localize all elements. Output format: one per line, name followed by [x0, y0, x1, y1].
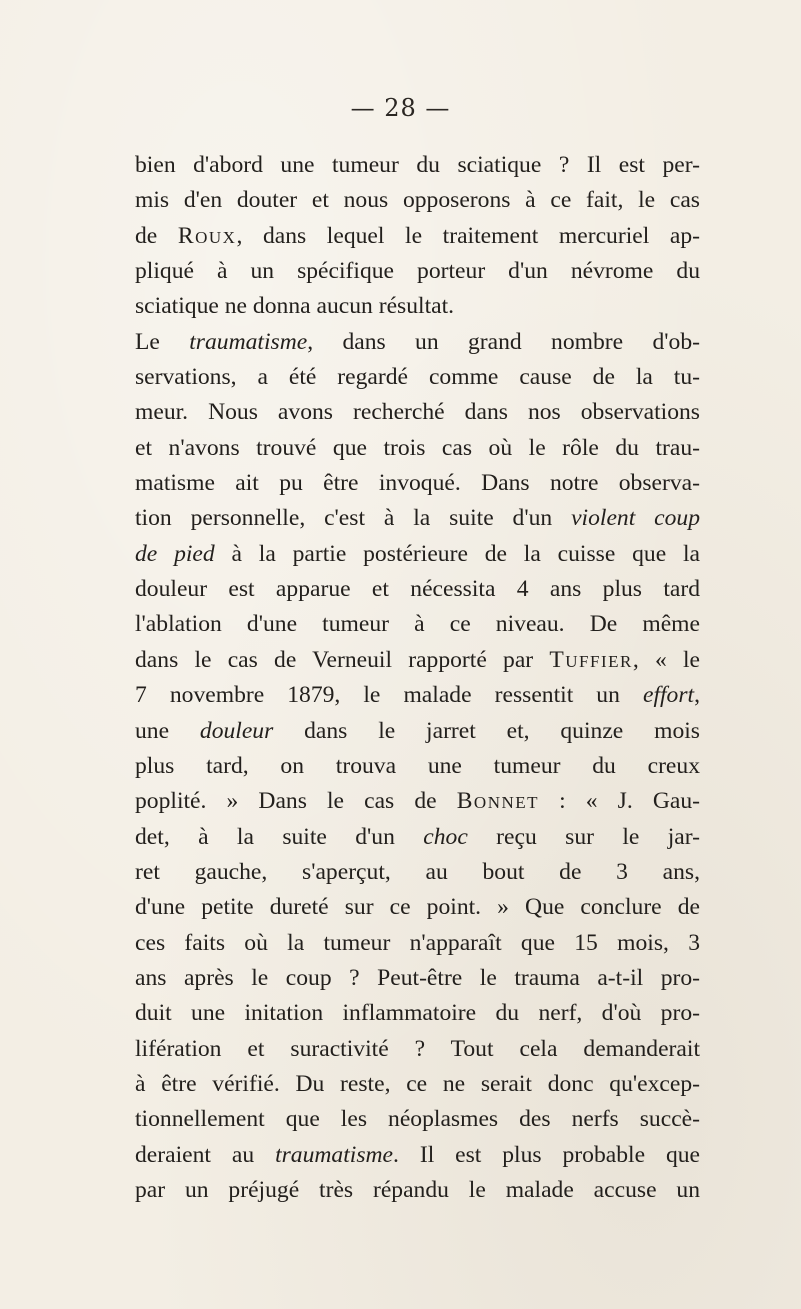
text-run: matisme ait pu être invoqué. Dans notre observa-	[135, 470, 700, 497]
text-run: dans le cas de Verneuil rapporté par	[135, 646, 550, 673]
text-run: reçu sur le jar-	[467, 823, 701, 850]
text-run: ans après le coup ? Peut-être le trauma a-t-il pro-	[135, 964, 700, 991]
italic-text: traumatisme	[189, 328, 308, 355]
text-run: , dans un grand nombre d'ob-	[307, 328, 700, 355]
text-run: det, à la suite d'un	[135, 823, 424, 850]
text-run: poplité. » Dans le cas de	[135, 788, 457, 815]
text-run: plus tard, on trouva une tumeur du creux	[135, 752, 700, 779]
page-number: — 28 —	[350, 94, 451, 122]
author-name: Roux	[177, 222, 237, 249]
text-run: duit une initation inflammatoire du nerf, d'où pro-	[135, 1000, 700, 1027]
italic-text: choc	[423, 823, 468, 850]
italic-text: douleur	[199, 717, 274, 744]
text-line	[135, 714, 700, 749]
text-line	[135, 820, 700, 855]
text-run: servations, a été regardé comme cause de la tu-	[135, 364, 700, 391]
italic-text: traumatisme	[275, 1141, 394, 1168]
text-run: l'ablation d'une tumeur à ce niveau. De même	[135, 611, 700, 638]
text-line	[135, 431, 700, 466]
italic-text: effort	[642, 682, 695, 709]
text-run: ,	[694, 682, 700, 709]
text-run: une	[135, 717, 200, 744]
text-run: douleur est apparue et nécessita 4 ans plus tard	[135, 576, 700, 603]
text-run: d'une petite dureté sur ce point. » Que conclure de	[135, 894, 700, 921]
author-name: Bonnet	[456, 788, 540, 815]
text-run: ret gauche, s'aperçut, au bout de 3 ans,	[135, 858, 700, 885]
text-line	[135, 784, 700, 819]
text-line	[135, 749, 700, 784]
text-run: , « le	[632, 646, 700, 673]
text-run: , dans lequel le traitement mercuriel ap-	[236, 222, 701, 249]
text-line	[135, 1138, 700, 1173]
text-run: Le	[135, 328, 190, 355]
text-line	[135, 501, 700, 536]
text-run: 7 novembre 1879, le malade ressentit un	[135, 682, 643, 709]
text-line	[135, 607, 700, 642]
author-name: Tuffier	[549, 646, 633, 673]
text-line	[135, 219, 700, 254]
text-line	[135, 1173, 700, 1208]
text-line	[135, 148, 700, 183]
text-line	[135, 183, 700, 218]
text-run: à être vérifié. Du reste, ce ne serait donc qu'excep-	[135, 1070, 700, 1097]
text-line	[135, 466, 700, 501]
text-line	[135, 1067, 700, 1102]
text-run: pliqué à un spécifique porteur d'un névrome du	[135, 258, 700, 285]
text-line	[135, 289, 700, 324]
text-line	[135, 996, 700, 1031]
italic-text: violent coup	[571, 505, 700, 532]
text-run: bien d'abord une tumeur du sciatique ? Il est per-	[135, 152, 700, 178]
text-line	[135, 1102, 700, 1137]
text-run: tionnellement que les néoplasmes des nerfs succè-	[135, 1106, 700, 1133]
text-run: et n'avons trouvé que trois cas où le rôle du trau-	[135, 434, 700, 461]
text-run: de	[135, 222, 178, 249]
text-line	[135, 961, 700, 996]
text-line	[135, 890, 700, 925]
text-run: deraient au	[135, 1141, 276, 1168]
text-line	[135, 1032, 700, 1067]
text-line	[135, 395, 700, 430]
text-line	[135, 643, 700, 678]
text-run: dans le jarret et, quinze mois	[273, 717, 700, 744]
text-run: . Il est plus probable que	[393, 1141, 701, 1168]
text-run: à la partie postérieure de la cuisse que la	[214, 540, 700, 567]
text-run: : « J. Gau-	[539, 788, 700, 815]
text-run: mis d'en douter et nous opposerons à ce fait, le cas	[135, 187, 700, 214]
text-line	[135, 537, 700, 572]
text-run: par un préjugé très répandu le malade accuse un	[135, 1176, 700, 1203]
text-run: meur. Nous avons recherché dans nos observations	[135, 399, 700, 426]
text-line	[135, 572, 700, 607]
text-line	[135, 855, 700, 890]
text-line	[135, 678, 700, 713]
italic-text: de pied	[135, 540, 215, 567]
text-line	[135, 254, 700, 289]
body-text	[135, 148, 700, 1208]
text-run: sciatique ne donna aucun résultat.	[135, 293, 455, 320]
text-run: lifération et suractivité ? Tout cela demanderait	[135, 1035, 700, 1062]
text-run: tion personnelle, c'est à la suite d'un	[135, 505, 572, 532]
text-run: ces faits où la tumeur n'apparaît que 15 mois, 3	[135, 929, 700, 956]
text-line	[135, 360, 700, 395]
text-line	[135, 926, 700, 961]
text-line	[135, 325, 700, 360]
